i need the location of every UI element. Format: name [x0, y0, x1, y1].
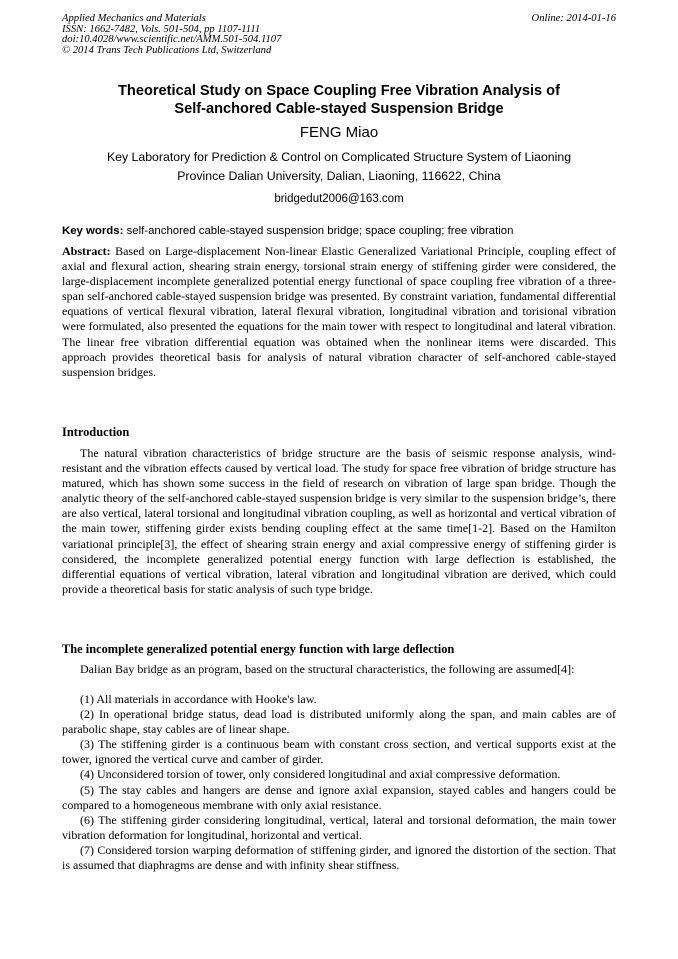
paper-title	[40, 82, 638, 118]
online-date: Online: 2014-01-16	[531, 13, 616, 24]
keywords	[62, 224, 616, 238]
affiliation	[40, 148, 638, 185]
copyright-line: © 2014 Trans Tech Publications Ltd, Switzerland	[62, 44, 272, 56]
introduction-heading: Introduction	[62, 425, 130, 439]
assumption-item: (3) The stiffening girder is a continuous beam with constant cross section, and vertical supports exist at the tower, ignored the vertical curve and camber of girder.	[62, 737, 616, 767]
author-email: bridgedut2006@163.com	[274, 193, 404, 205]
abstract-label: Abstract:	[62, 244, 111, 258]
keywords-label: Key words:	[62, 225, 124, 237]
issn-line: ISSN: 1662-7482, Vols. 501-504, pp 1107-1111	[62, 23, 261, 35]
title-line-1: Theoretical Study on Space Coupling Free Vibration Analysis of	[118, 83, 560, 99]
doi-line: doi:10.4028/www.scientific.net/AMM.501-504.1107	[62, 34, 282, 46]
journal-metadata	[62, 14, 281, 56]
assumption-item: (5) The stay cables and hangers are dense and ignore axial expansion, stayed cables and hangers could be compared to a homogeneous membrane with only axial resistance.	[62, 782, 616, 812]
assumption-item: (7) Considered torsion warping deformation of stiffening girder, and ignored the distortion of the section. That is assumed that diaphragms are dense and with infinity shear stiffness.	[62, 842, 616, 873]
affiliation-line-2: Province Dalian University, Dalian, Liaoning, 116622, China	[177, 168, 501, 183]
keywords-text: self-anchored cable-stayed suspension bridge; space coupling; free vibration	[126, 225, 514, 237]
assumption-item: (1) All materials in accordance with Hooke's law.	[80, 692, 317, 706]
introduction-paragraph: The natural vibration characteristics of bridge structure are the basis of seismic response analysis, wind-resistant and the vibration effects caused by vertical load. The study for space free vibration of bridge structure has matured, which has shown some success in the field of research on vibration of large span bridge. Though the analytic theory of the self-anchored cable-stayed suspension bridge is very similar to the suspension bridge’s, there are also vertical, lateral torsional and longitudinal vibration coupling, as well as horizontal and vertical vibration of the main tower, stiffening girder exists bending coupling effect at the same time[1-2]. Based on the Hamilton variational principle[3], the effect of shearing strain energy and axial compressive energy of stiffening girder is considered, the incomplete generalized potential energy function with large deflection is established, the differential equations of vertical vibration, lateral vibration and longitudinal vibration are derived, which could provide a theoretical basis for static analysis of such type bridge.	[62, 446, 616, 596]
abstract-text: Based on Large-displacement Non-linear Elastic Generalized Variational Principle, coupling effect of axial and flexural action, shearing strain energy, torsional strain energy of stiffening girder were considered, the large-displacement incomplete generalized potential energy functional of space coupling free vibration of a three-span self-anchored cable-stayed suspension bridge was presented. By constraint variation, fundamental differential equations of vertical flexural vibration, lateral flexural vibration, longitudinal vibration and torisional vibration were formulated, also presented the equations for the main tower with respect to longitudinal and lateral vibration. The linear free vibration differential equation was obtained when the nonlinear items were discarded. This approach provides theoretical basis for analysis of natural vibration character of self-anchored cable-stayed suspension bridges.	[62, 244, 617, 379]
journal-name: Applied Mechanics and Materials	[62, 13, 206, 24]
assumption-item: (6) The stiffening girder considering longitudinal, vertical, lateral and torsional deformation, the main tower vibration deformation for longitudinal, horizontal and vertical.	[62, 812, 616, 842]
section-heading-potential-energy: The incomplete generalized potential energy function with large deflection	[62, 642, 455, 656]
assumption-item: (2) In operational bridge status, dead load is distributed uniformly along the span, and main cables are of parabolic shape, stay cables are of linear shape.	[62, 707, 616, 737]
assumptions-list	[62, 692, 616, 873]
section-intro-paragraph: Dalian Bay bridge as an program, based on the structural characteristics, the following are assumed[4]:	[80, 662, 575, 676]
abstract	[62, 244, 616, 380]
affiliation-line-1: Key Laboratory for Prediction & Control on Complicated Structure System of Liaoning	[106, 150, 572, 164]
assumption-item: (4) Unconsidered torsion of tower, only considered longitudinal and axial compressive deformation.	[80, 767, 561, 782]
author-name: FENG Miao	[299, 124, 379, 141]
title-line-2: Self-anchored Cable-stayed Suspension Bridge	[174, 101, 504, 117]
